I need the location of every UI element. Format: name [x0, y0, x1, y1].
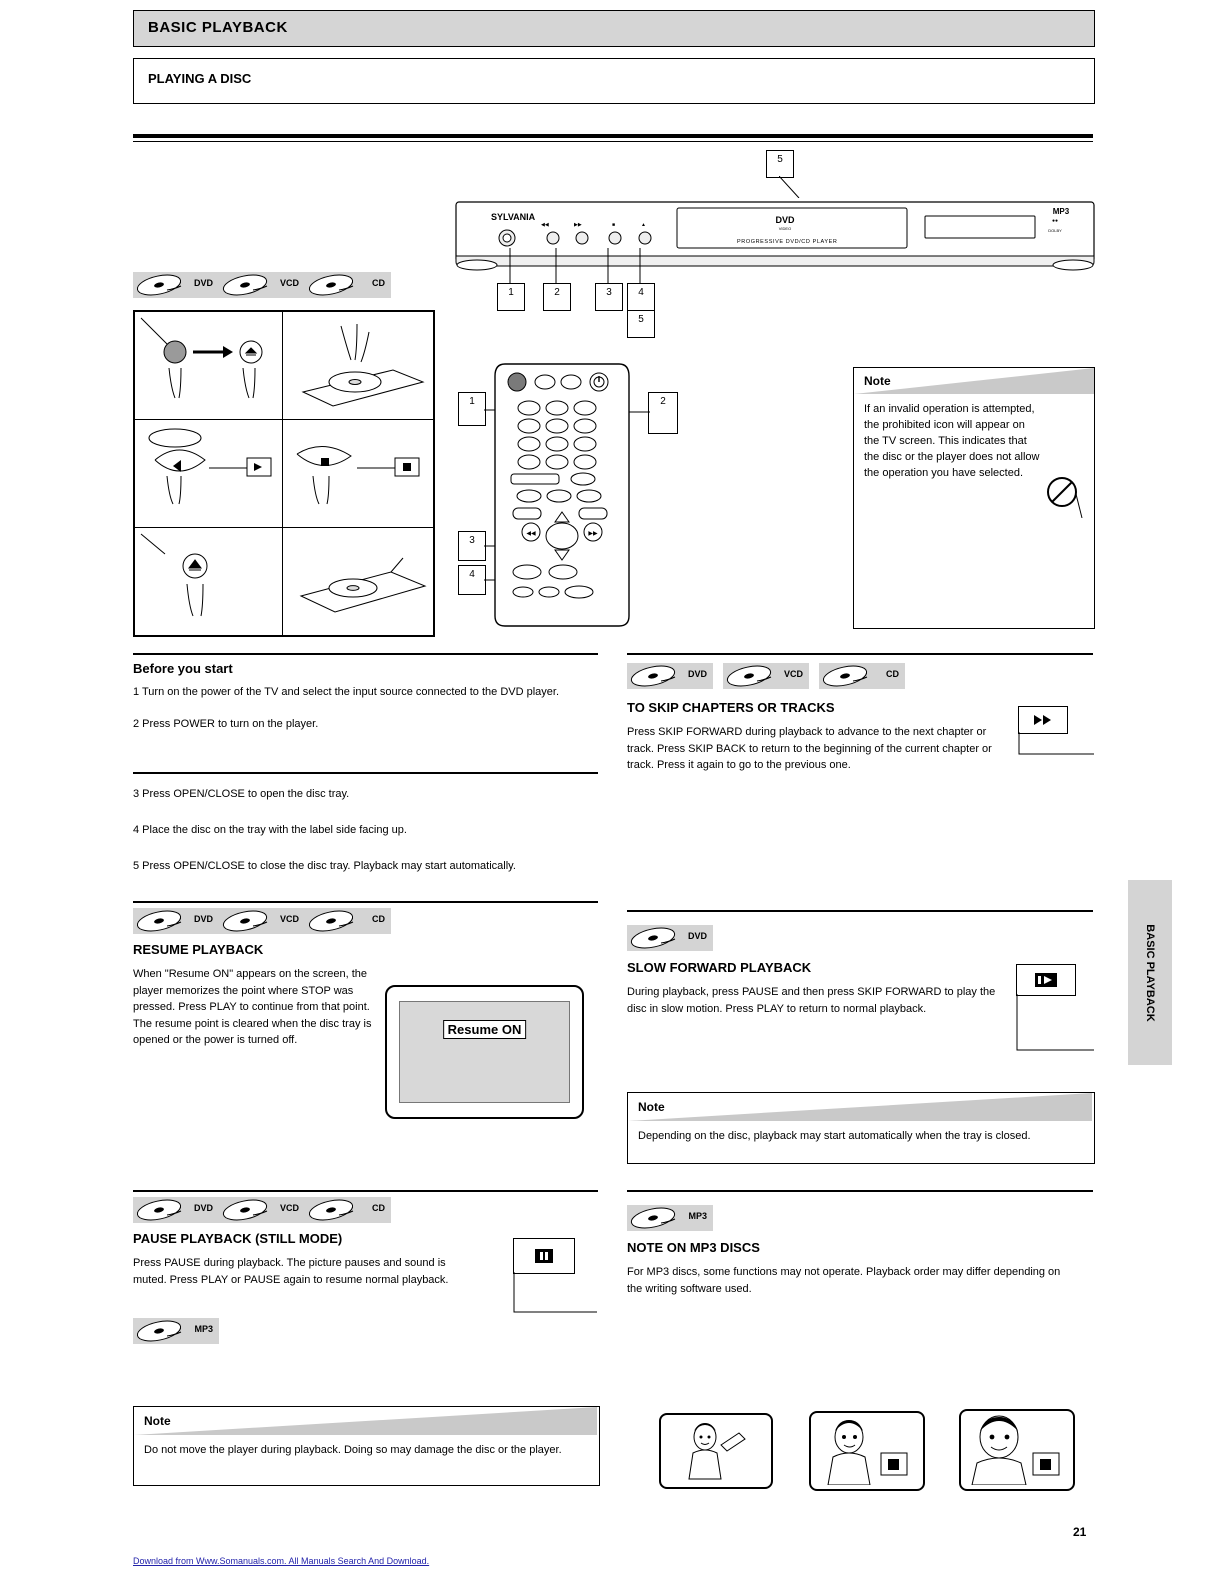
device-callout-5-leader	[779, 176, 809, 198]
steps-item-5: 5 Press OPEN/CLOSE to close the disc tray. Playback may start automatically.	[133, 860, 516, 872]
section-mp3-rule	[627, 1190, 1093, 1192]
steps-rule-top	[133, 653, 598, 655]
section-pause-mp3-badge-label: MP3	[194, 1324, 213, 1334]
svg-text:PROGRESSIVE DVD/CD PLAYER: PROGRESSIVE DVD/CD PLAYER	[737, 239, 838, 245]
section-slow-rule	[627, 910, 1093, 912]
steps-heading: Before you start	[133, 661, 233, 676]
page-header-band	[133, 10, 1095, 47]
pause-icon-leader	[513, 1272, 597, 1318]
caution-right-body: Depending on the disc, playback may start automatically when the tray is closed.	[638, 1130, 1031, 1142]
pause-icon-chip	[513, 1238, 575, 1274]
svg-text:◀◀: ◀◀	[526, 531, 536, 537]
svg-text:◀◀: ◀◀	[541, 222, 549, 228]
disc-badge-dvd-label: DVD	[193, 278, 213, 288]
people-illustration-1	[659, 1413, 773, 1489]
steps-item-2: 2 Press POWER to turn on the player.	[133, 718, 319, 730]
pause-icon	[531, 1246, 557, 1266]
section-resume-title: RESUME PLAYBACK	[133, 942, 264, 957]
download-source-link[interactable]: Download from Www.Somanuals.com. All Manuals Search And Download.	[133, 1556, 430, 1566]
section-resume-badge-cd	[305, 908, 391, 934]
page-subheader	[133, 58, 1095, 104]
svg-text:■: ■	[612, 222, 616, 228]
caution-left-title: Note	[144, 1414, 171, 1428]
device-callout-leaders	[498, 248, 678, 288]
svg-text:▶▶: ▶▶	[588, 531, 598, 537]
svg-text:VIDEO: VIDEO	[778, 226, 792, 231]
section-skip-rule	[627, 653, 1093, 655]
header-rule-thin	[133, 141, 1093, 142]
people-illustration-3	[959, 1409, 1075, 1491]
resume-on-label: Resume ON	[443, 1020, 527, 1039]
tv-screen-inner	[399, 1001, 570, 1103]
slow-forward-icon	[1032, 971, 1060, 989]
steps-item-1: 1 Turn on the power of the TV and select the input source connected to the DVD player.	[133, 686, 560, 698]
section-resume-badge-cd-label: CD	[372, 914, 385, 924]
remote-callout-1: 1	[458, 392, 486, 426]
skip-forward-icon	[1031, 713, 1055, 727]
steps-item-4: 4 Place the disc on the tray with the label side facing up.	[133, 824, 407, 836]
illus-cell-stop	[282, 419, 434, 529]
prohibited-icon	[1042, 472, 1088, 518]
tv-screen-resume	[385, 985, 584, 1119]
disc-badge-vcd-label: VCD	[279, 278, 299, 288]
header-rule-thick	[133, 134, 1093, 138]
slow-icon-leader	[1016, 994, 1096, 1056]
section-skip-badge-cd	[819, 663, 905, 689]
note-body-prohibited: If an invalid operation is attempted, the prohibited icon will appear on the TV screen. This indicates that the disc or the player does not allow the operation you have selected.	[864, 403, 1040, 479]
caution-box-right	[627, 1092, 1095, 1164]
remote-control-image	[487, 360, 637, 630]
section-pause-title: PAUSE PLAYBACK (STILL MODE)	[133, 1231, 343, 1246]
svg-text:▶▶: ▶▶	[574, 222, 582, 228]
people-illustration-2	[809, 1411, 925, 1491]
section-mp3-badge	[627, 1205, 713, 1231]
section-pause-badge-dvd-label: DVD	[193, 1203, 213, 1213]
svg-text:DOLBY: DOLBY	[1048, 228, 1062, 233]
section-skip-title: TO SKIP CHAPTERS OR TRACKS	[627, 700, 835, 715]
side-tab-label: BASIC PLAYBACK	[1144, 923, 1156, 1022]
section-pause-badge-cd	[305, 1197, 391, 1223]
illus-cell-power	[134, 311, 284, 421]
section-pause-body: Press PAUSE during playback. The picture pauses and sound is muted. Press PLAY or PAUSE again to resume normal playback.	[133, 1257, 449, 1286]
section-pause-badge-vcd	[219, 1197, 305, 1223]
section-skip-badge-vcd-label: VCD	[783, 669, 803, 679]
device-callout-3: 3	[595, 283, 623, 311]
caution-right-band	[628, 1093, 1092, 1121]
disc-badge-dvd	[133, 272, 219, 298]
skip-icon-leader	[1018, 732, 1096, 758]
steps-item-3: 3 Press OPEN/CLOSE to open the disc tray.	[133, 788, 350, 800]
side-tab-basic-playback	[1128, 880, 1172, 1065]
device-callout-4a: 4	[627, 283, 655, 311]
disc-badge-cd	[305, 272, 391, 298]
disc-badge-vcd	[219, 272, 305, 298]
svg-text:MP3: MP3	[1052, 207, 1070, 216]
device-callout-4b: 5	[627, 310, 655, 338]
section-slow-badge-dvd-label: DVD	[687, 931, 707, 941]
section-pause-badge-cd-label: CD	[372, 1203, 385, 1213]
skip-icon-chip	[1018, 706, 1068, 734]
remote-callout-4: 4	[458, 565, 486, 595]
section-slow-title: SLOW FORWARD PLAYBACK	[627, 960, 812, 975]
svg-text:DVD: DVD	[775, 215, 795, 225]
section-resume-badge-dvd-label: DVD	[193, 914, 213, 924]
slow-icon-chip	[1016, 964, 1076, 996]
device-callout-2: 2	[543, 283, 571, 311]
section-skip-badge-vcd	[723, 663, 809, 689]
note-title-prohibited: Note	[864, 374, 891, 388]
steps-rule-bottom	[133, 772, 598, 774]
section-mp3-title: NOTE ON MP3 DISCS	[627, 1240, 760, 1255]
section-pause-mp3-badge	[133, 1318, 219, 1344]
disc-badge-cd-label: CD	[372, 278, 385, 288]
illus-cell-eject	[134, 527, 284, 636]
device-callout-5: 5	[766, 150, 794, 178]
section-slow-badge-dvd	[627, 925, 713, 951]
caution-right-title: Note	[638, 1100, 665, 1114]
section-pause-rule	[133, 1190, 598, 1192]
remote-callout-3: 3	[458, 531, 486, 561]
section-skip-badge-dvd	[627, 663, 713, 689]
section-pause-badge-dvd	[133, 1197, 219, 1223]
page-number: 21	[1073, 1525, 1087, 1539]
section-skip-body: Press SKIP FORWARD during playback to advance to the next chapter or track. Press SKIP BACK to return to the beginning of the current chapter or track. Press it again to go to the previous one.	[627, 726, 992, 771]
remote-callout-2: 2	[648, 392, 678, 434]
section-resume-badge-vcd	[219, 908, 305, 934]
illus-cell-play	[134, 419, 284, 529]
section-resume-body: When "Resume ON" appears on the screen, the player memorizes the point where STOP was pressed. Press PLAY to continue from that point. The resume point is cleared when the disc tray is opened or the power is turned off.	[133, 968, 372, 1046]
caution-left-body: Do not move the player during playback. Doing so may damage the disc or the player.	[144, 1444, 562, 1456]
section-pause-badge-vcd-label: VCD	[279, 1203, 299, 1213]
caution-left-band	[134, 1407, 597, 1435]
page-header-title: BASIC PLAYBACK	[148, 19, 288, 36]
svg-text:●●: ●●	[1051, 218, 1059, 224]
device-callout-1: 1	[497, 283, 525, 311]
section-mp3-body: For MP3 discs, some functions may not operate. Playback order may differ depending on the writing software used.	[627, 1266, 1061, 1295]
playback-illustration-grid	[133, 310, 435, 637]
svg-text:SYLVANIA: SYLVANIA	[491, 212, 536, 222]
page-subheader-title: PLAYING A DISC	[148, 71, 252, 86]
section-skip-badge-dvd-label: DVD	[687, 669, 707, 679]
section-resume-badge-dvd	[133, 908, 219, 934]
section-slow-body: During playback, press PAUSE and then press SKIP FORWARD to play the disc in slow motion. Press PLAY to return to normal playback.	[627, 986, 996, 1015]
illus-cell-tray-open	[282, 527, 434, 636]
svg-text:▲: ▲	[641, 222, 646, 228]
section-mp3-badge-label: MP3	[688, 1211, 707, 1221]
section-resume-rule	[133, 901, 598, 903]
section-skip-badge-cd-label: CD	[886, 669, 899, 679]
caution-box-left	[133, 1406, 600, 1486]
illus-cell-insert-disc	[282, 311, 434, 421]
note-box-prohibited	[853, 367, 1095, 629]
section-resume-badge-vcd-label: VCD	[279, 914, 299, 924]
